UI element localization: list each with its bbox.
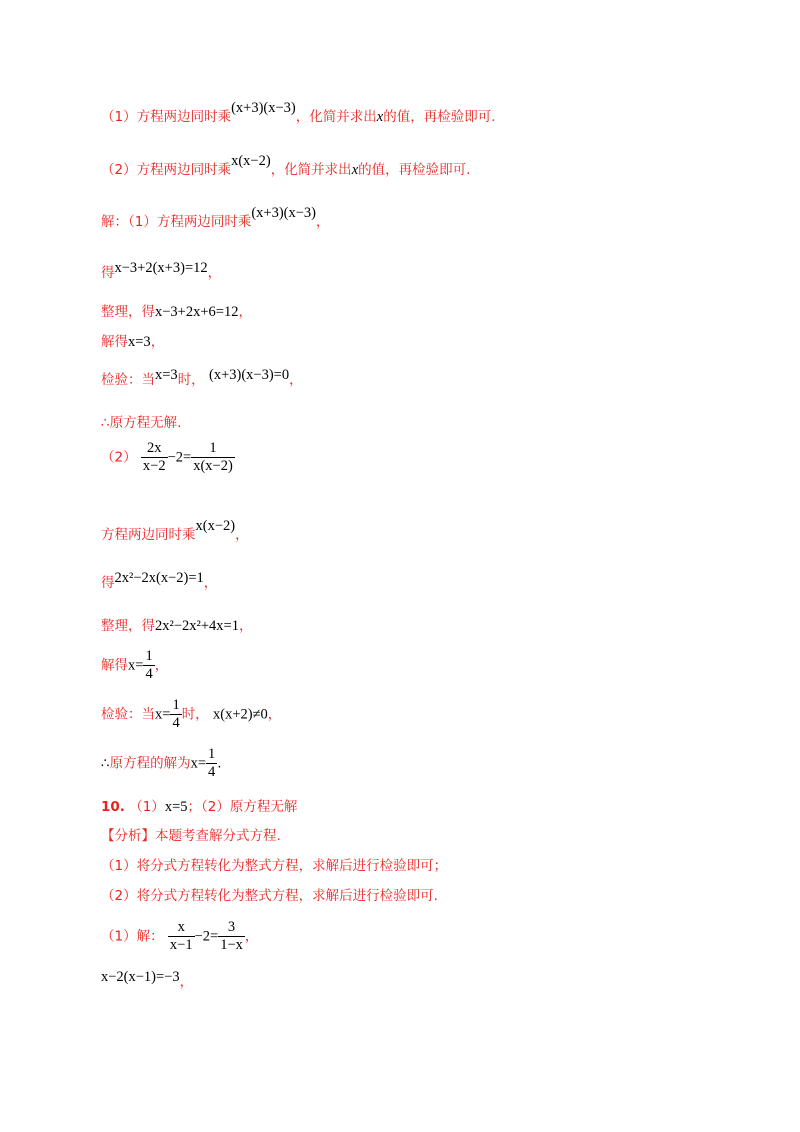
math-expression: (x+3)(x−3)=0 xyxy=(208,367,290,383)
math-expression: x=5 xyxy=(164,799,188,815)
text-line xyxy=(101,302,252,322)
text-line xyxy=(101,100,496,127)
text-line xyxy=(101,260,222,283)
fraction: $\frac{1}{4}$ xyxy=(145,648,153,682)
text-line xyxy=(101,616,252,636)
text-line xyxy=(101,153,471,180)
text: 时， xyxy=(177,372,205,388)
math-expression: (x+3)(x−3) xyxy=(251,205,317,221)
math-variable: x xyxy=(376,109,384,125)
math-expression: x−3+2(x+3)=12 xyxy=(114,260,208,276)
text: 检验：当 xyxy=(101,372,155,388)
text: 原方程的解为 xyxy=(109,755,191,772)
math-expression: x(x+2)≠0 xyxy=(212,706,268,723)
text: 的值，再检验即可. xyxy=(383,109,496,125)
analysis-label: 【分析】 xyxy=(101,828,155,844)
math-expression: x−2(x−1)=−3 xyxy=(101,969,180,985)
text-line xyxy=(101,969,194,992)
equation-line xyxy=(101,746,222,781)
text: 解得 xyxy=(101,657,128,674)
text: ， xyxy=(235,527,249,543)
text: ，化简并求出 xyxy=(295,109,377,125)
text: （2） xyxy=(101,449,137,466)
text-line xyxy=(101,856,447,876)
fraction: $\frac{x}{x-1}$ xyxy=(169,919,193,953)
therefore-symbol: ∴ xyxy=(101,755,110,772)
text: 解得 xyxy=(101,334,128,350)
text: ， xyxy=(238,304,252,320)
text: 整理，得 xyxy=(101,618,155,634)
fraction: $\frac{2x}{x-2}$ xyxy=(142,440,166,474)
text: ， xyxy=(179,974,194,990)
equation-line xyxy=(101,648,168,683)
math-expression: x(x−2) xyxy=(231,153,271,169)
text-line xyxy=(101,570,218,593)
fraction: $\frac{1}{4}$ xyxy=(208,746,216,780)
math-expression: x−3+2x+6=12 xyxy=(155,304,239,320)
text: 解：（1）方程两边同时乘 xyxy=(101,214,252,230)
math-expression: 2x²−2x²+4x=1 xyxy=(155,618,239,634)
text: ， xyxy=(244,928,259,945)
fraction: $\frac{3}{1-x}$ xyxy=(220,919,243,953)
text: ， xyxy=(316,214,330,230)
fraction: $\frac{1}{4}$ xyxy=(172,697,180,731)
text: ， xyxy=(267,706,282,723)
text-line xyxy=(101,518,249,545)
text: 得 xyxy=(101,575,115,591)
text: 时， xyxy=(181,706,209,723)
math-expression: x=3 xyxy=(128,334,151,350)
text: ， xyxy=(154,657,169,674)
text: （2）方程两边同时乘 xyxy=(101,162,232,178)
math-expression: −2= xyxy=(194,928,219,945)
text-line xyxy=(101,413,181,433)
fraction: $\frac{1}{x(x-2)}$ xyxy=(193,440,233,474)
text: ， xyxy=(150,334,165,350)
text: （1）将分式方程转化为整式方程，求解后进行检验即可； xyxy=(101,858,448,874)
math-expression: x= xyxy=(190,755,207,772)
text-line xyxy=(101,332,164,352)
text: ， xyxy=(238,618,253,634)
text: 的值，再检验即可. xyxy=(358,162,471,178)
text: 本题考查解分式方程. xyxy=(155,828,281,844)
question-number: 10. xyxy=(101,799,125,815)
text-line xyxy=(101,205,330,232)
text: 方程两边同时乘 xyxy=(101,527,196,543)
text: （1）解： xyxy=(101,928,164,945)
math-expression: (x+3)(x−3) xyxy=(231,100,296,116)
text: （1）方程两边同时乘 xyxy=(101,109,232,125)
text: 整理，得 xyxy=(101,304,155,320)
text-line xyxy=(101,886,438,906)
equation-line xyxy=(101,919,258,954)
math-expression: x= xyxy=(155,706,171,723)
math-expression: −2= xyxy=(167,449,192,466)
math-expression: 2x²−2x(x−2)=1 xyxy=(114,570,204,586)
math-variable: x xyxy=(351,162,359,178)
math-expression: x(x−2) xyxy=(195,518,236,534)
text: （2）将分式方程转化为整式方程，求解后进行检验即可. xyxy=(101,888,438,904)
text: ，化简并求出 xyxy=(270,162,352,178)
text: 检验：当 xyxy=(101,706,155,723)
math-expression: x= xyxy=(128,657,144,674)
text: ， xyxy=(203,575,218,591)
text: ；（2）原方程无解 xyxy=(187,799,298,815)
math-expression: x=3 xyxy=(155,367,178,383)
text: . xyxy=(217,755,222,772)
text: （1） xyxy=(129,799,165,815)
text-line xyxy=(101,367,303,390)
text: ， xyxy=(289,372,303,388)
equation-line xyxy=(101,440,235,475)
text-line xyxy=(101,826,281,846)
text-line xyxy=(101,797,297,817)
equation-line xyxy=(101,697,281,732)
text: ， xyxy=(207,265,222,281)
text: ∴原方程无解. xyxy=(101,415,182,431)
text: 得 xyxy=(101,265,115,281)
